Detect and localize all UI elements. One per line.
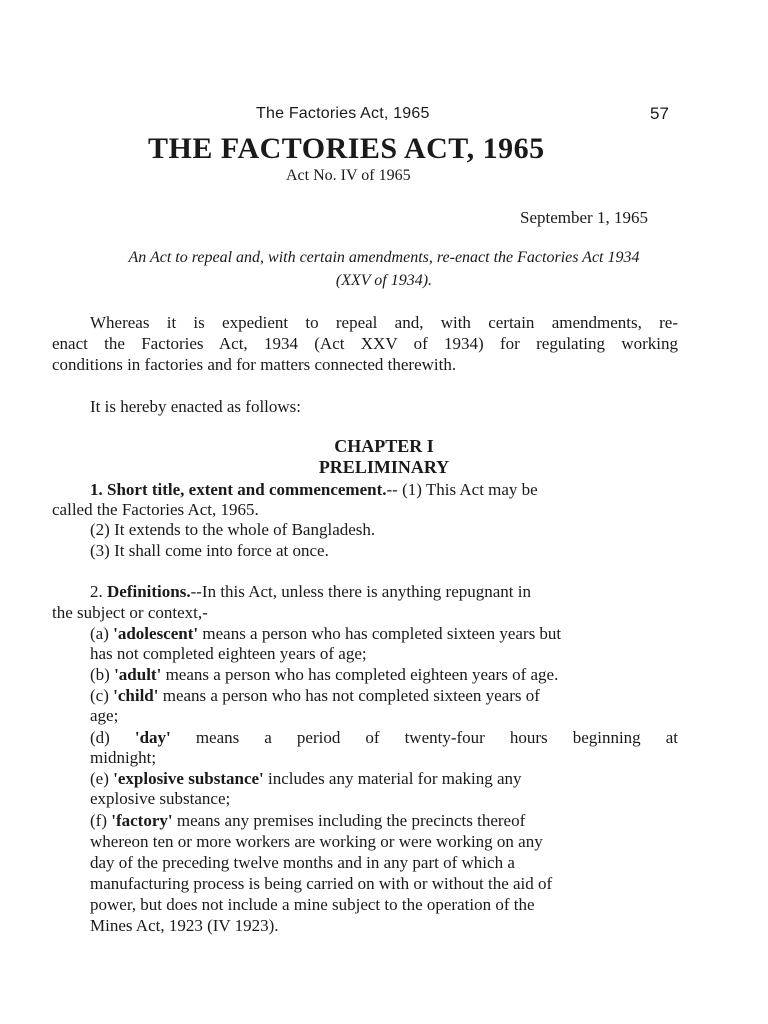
definition-e-line-1: (e) 'explosive substance' includes any material for making any (90, 769, 522, 788)
term-adolescent: 'adolescent' (113, 624, 199, 643)
definition-c-line-2: age; (90, 706, 119, 725)
definition-f-line-5: power, but does not include a mine subject to the operation of the (90, 895, 535, 914)
section-1-subsection-2: (2) It extends to the whole of Bangladesh. (90, 520, 376, 539)
definition-f-line-4: manufacturing process is being carried on with or without the aid of (90, 874, 553, 893)
whereas-line-1: Whereas it is expedient to repeal and, with certain amendments, re- (90, 313, 678, 332)
document-title: THE FACTORIES ACT, 1965 (148, 132, 545, 165)
definition-f-line-1: (f) 'factory' means any premises including the precincts thereof (90, 811, 526, 830)
term-explosive-substance: 'explosive substance' (113, 769, 264, 788)
term-adult: 'adult' (114, 665, 162, 684)
term-factory: 'factory' (111, 811, 173, 830)
definition-a-line-1: (a) 'adolescent' means a person who has completed sixteen years but (90, 624, 562, 643)
section-2-line-1 (90, 582, 531, 602)
definition-c-line-1: (c) 'child' means a person who has not completed sixteen years of (90, 686, 540, 705)
section-1-subsection-3: (3) It shall come into force at once. (90, 541, 329, 560)
page-number: 57 (650, 104, 669, 123)
section-1-line-1 (90, 480, 538, 500)
definition-f-line-2: whereon ten or more workers are working or were working on any (90, 832, 543, 851)
whereas-line-2: enact the Factories Act, 1934 (Act XXV of 1934) for regulating working (52, 334, 678, 353)
running-header-title: The Factories Act, 1965 (256, 105, 430, 122)
definition-f-line-6: Mines Act, 1923 (IV 1923). (90, 916, 279, 935)
term-day: 'day' (134, 728, 171, 747)
section-2-heading: Definitions. (107, 582, 191, 601)
definition-d-line-2: midnight; (90, 748, 157, 767)
act-number: Act No. IV of 1965 (286, 167, 411, 184)
section-1-line-2: called the Factories Act, 1965. (52, 500, 259, 519)
term-child: 'child' (113, 686, 159, 705)
definition-b: (b) 'adult' means a person who has completed eighteen years of age. (90, 665, 559, 684)
section-1-heading: 1. Short title, extent and commencement. (90, 480, 387, 499)
section-2-number: 2. (90, 582, 103, 601)
chapter-name: PRELIMINARY (318, 457, 450, 477)
enactment-date: September 1, 1965 (520, 208, 648, 227)
chapter-number: CHAPTER I (334, 436, 434, 456)
definition-e-line-2: explosive substance; (90, 789, 231, 808)
section-2-line-2: the subject or context,- (52, 603, 208, 622)
preamble-line-1: An Act to repeal and, with certain amendments, re-enact the Factories Act 1934 (128, 249, 640, 266)
whereas-line-3: conditions in factories and for matters connected therewith. (52, 355, 457, 374)
section-1-text: -- (1) This Act may be (386, 480, 538, 499)
definition-d-line-1: (d) 'day' means a period of twenty-four hours beginning at (90, 728, 678, 747)
definition-a-line-2: has not completed eighteen years of age; (90, 644, 367, 663)
preamble-line-2: (XXV of 1934). (335, 272, 433, 289)
section-2-text: --In this Act, unless there is anything repugnant in (190, 582, 532, 601)
definition-f-line-3: day of the preceding twelve months and in any part of which a (90, 853, 515, 872)
enacting-clause: It is hereby enacted as follows: (90, 397, 302, 416)
